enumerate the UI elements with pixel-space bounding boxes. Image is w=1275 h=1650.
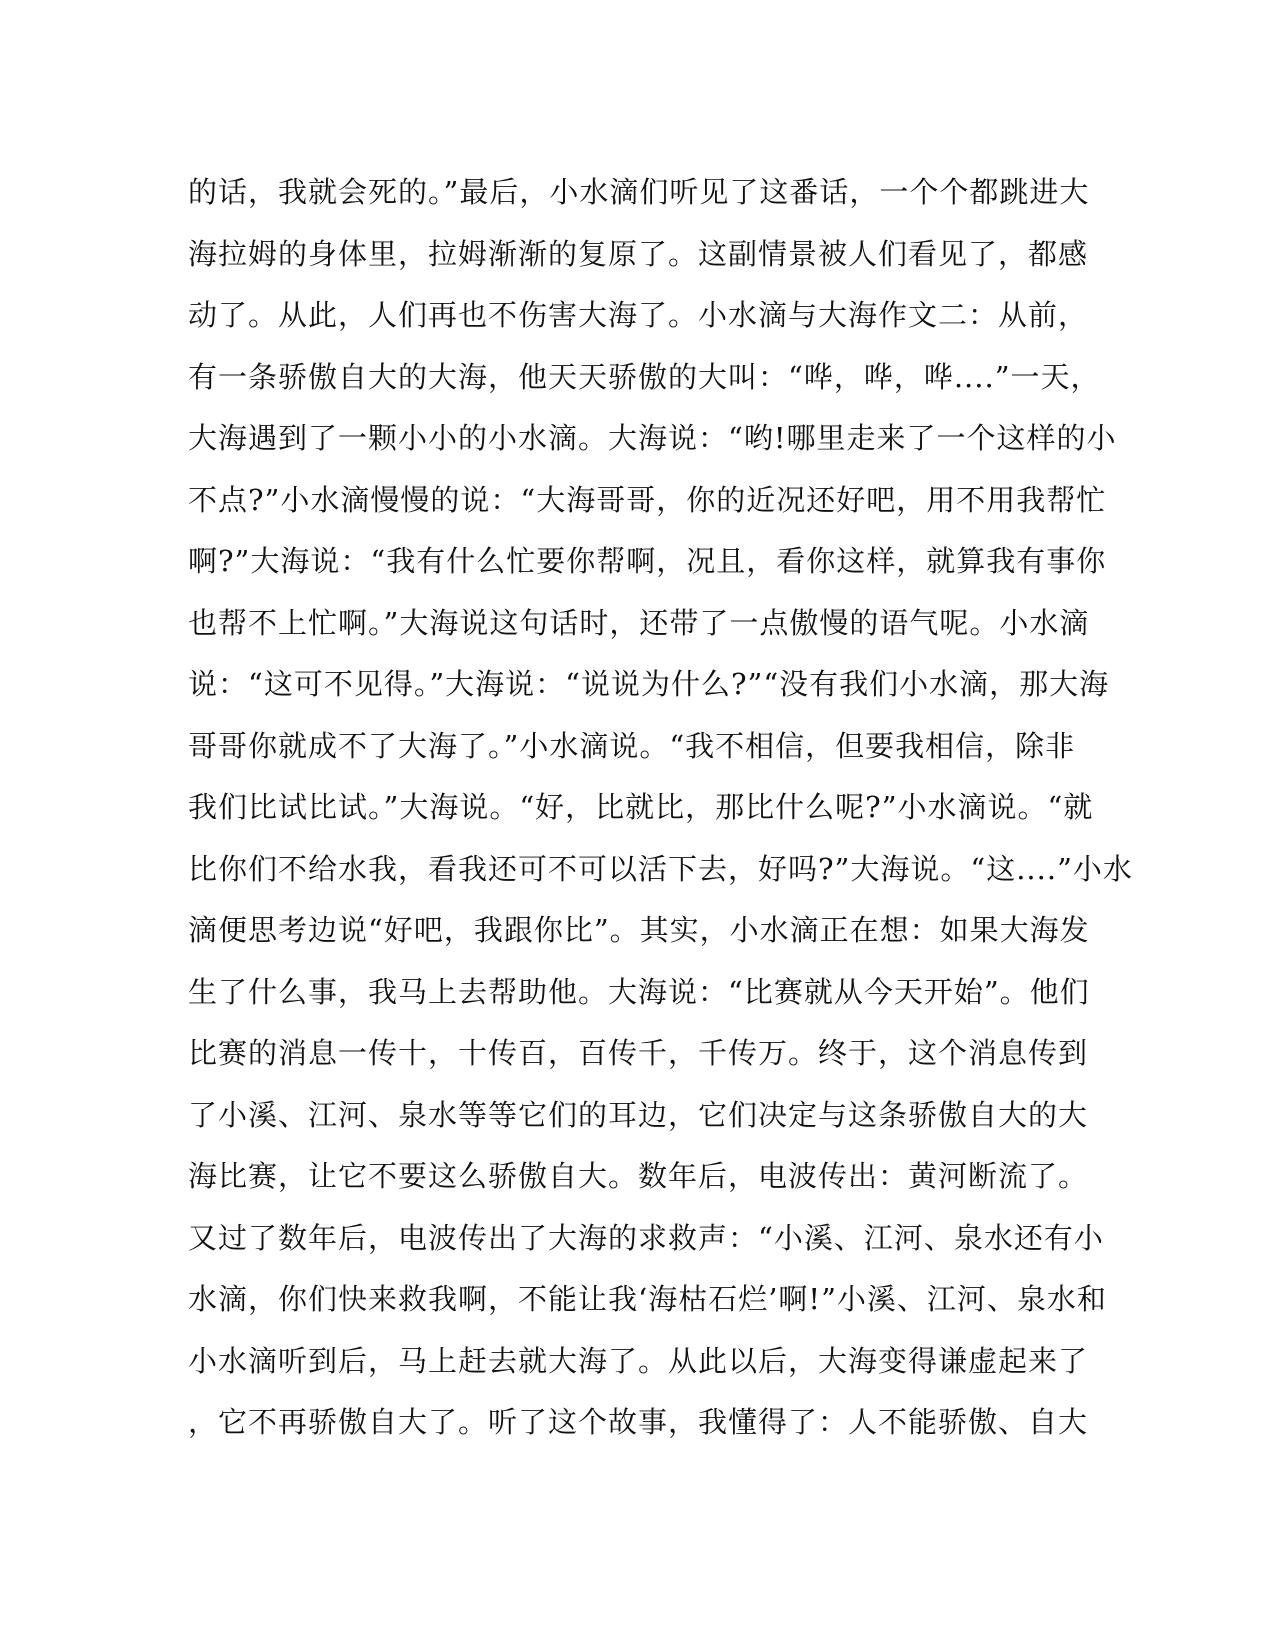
text-line: 哥哥你就成不了大海了。”小水滴说。“我不相信，但要我相信，除非 [188, 728, 1076, 763]
text-line: 比你们不给水我，看我还可不可以活下去，好吗?”大海说。“这....”小水 [188, 851, 1133, 886]
text-line: 有一条骄傲自大的大海，他天天骄傲的大叫：“哗，哗，哗....”一天， [188, 359, 1101, 394]
text-line: 比赛的消息一传十，十传百，百传千，千传万。终于，这个消息传到 [188, 1036, 1089, 1070]
text-line: 啊?”大海说：“我有什么忙要你帮啊，况且，看你这样，就算我有事你 [188, 544, 1107, 578]
text-line: 小水滴听到后，马上赶去就大海了。从此以后，大海变得谦虚起来了 [188, 1343, 1089, 1378]
text-line: 的话，我就会死的。”最后，小水滴们听见了这番话，一个个都跳进大 [188, 175, 1090, 209]
text-line: 动了。从此，人们再也不伤害大海了。小水滴与大海作文二：从前， [188, 298, 1089, 332]
text-line: 水滴，你们快来救我啊，不能让我‘海枯石烂’啊!”小溪、江河、泉水和 [188, 1282, 1107, 1316]
text-line: 大海遇到了一颗小小的小水滴。大海说：“哟!哪里走来了一个这样的小 [188, 421, 1117, 455]
body-text [188, 162, 1133, 1454]
text-line: ，它不再骄傲自大了。听了这个故事，我懂得了：人不能骄傲、自大 [188, 1405, 1089, 1439]
text-line: 生了什么事，我马上去帮助他。大海说：“比赛就从今天开始”。他们 [188, 974, 1090, 1009]
text-line: 海比赛，让它不要这么骄傲自大。数年后，电波传出：黄河断流了。 [188, 1159, 1089, 1193]
text-line: 说：“这可不见得。”大海说：“说说为什么?”“没有我们小水滴，那大海 [188, 667, 1110, 701]
text-line: 滴便思考边说“好吧，我跟你比”。其实，小水滴正在想：如果大海发 [188, 913, 1090, 947]
text-line: 我们比试比试。”大海说。“好，比就比，那比什么呢?”小水滴说。“就 [188, 790, 1094, 824]
text-line: 了小溪、江河、泉水等等它们的耳边，它们决定与这条骄傲自大的大 [188, 1097, 1089, 1132]
text-line: 又过了数年后，电波传出了大海的求救声：“小溪、江河、泉水还有小 [188, 1220, 1104, 1255]
text-line: 不点?”小水滴慢慢的说：“大海哥哥，你的近况还好吧，用不用我帮忙 [188, 482, 1107, 517]
text-line: 海拉姆的身体里，拉姆渐渐的复原了。这副情景被人们看见了，都感 [188, 236, 1089, 271]
text-line: 也帮不上忙啊。”大海说这句话时，还带了一点傲慢的语气呢。小水滴 [188, 605, 1090, 640]
